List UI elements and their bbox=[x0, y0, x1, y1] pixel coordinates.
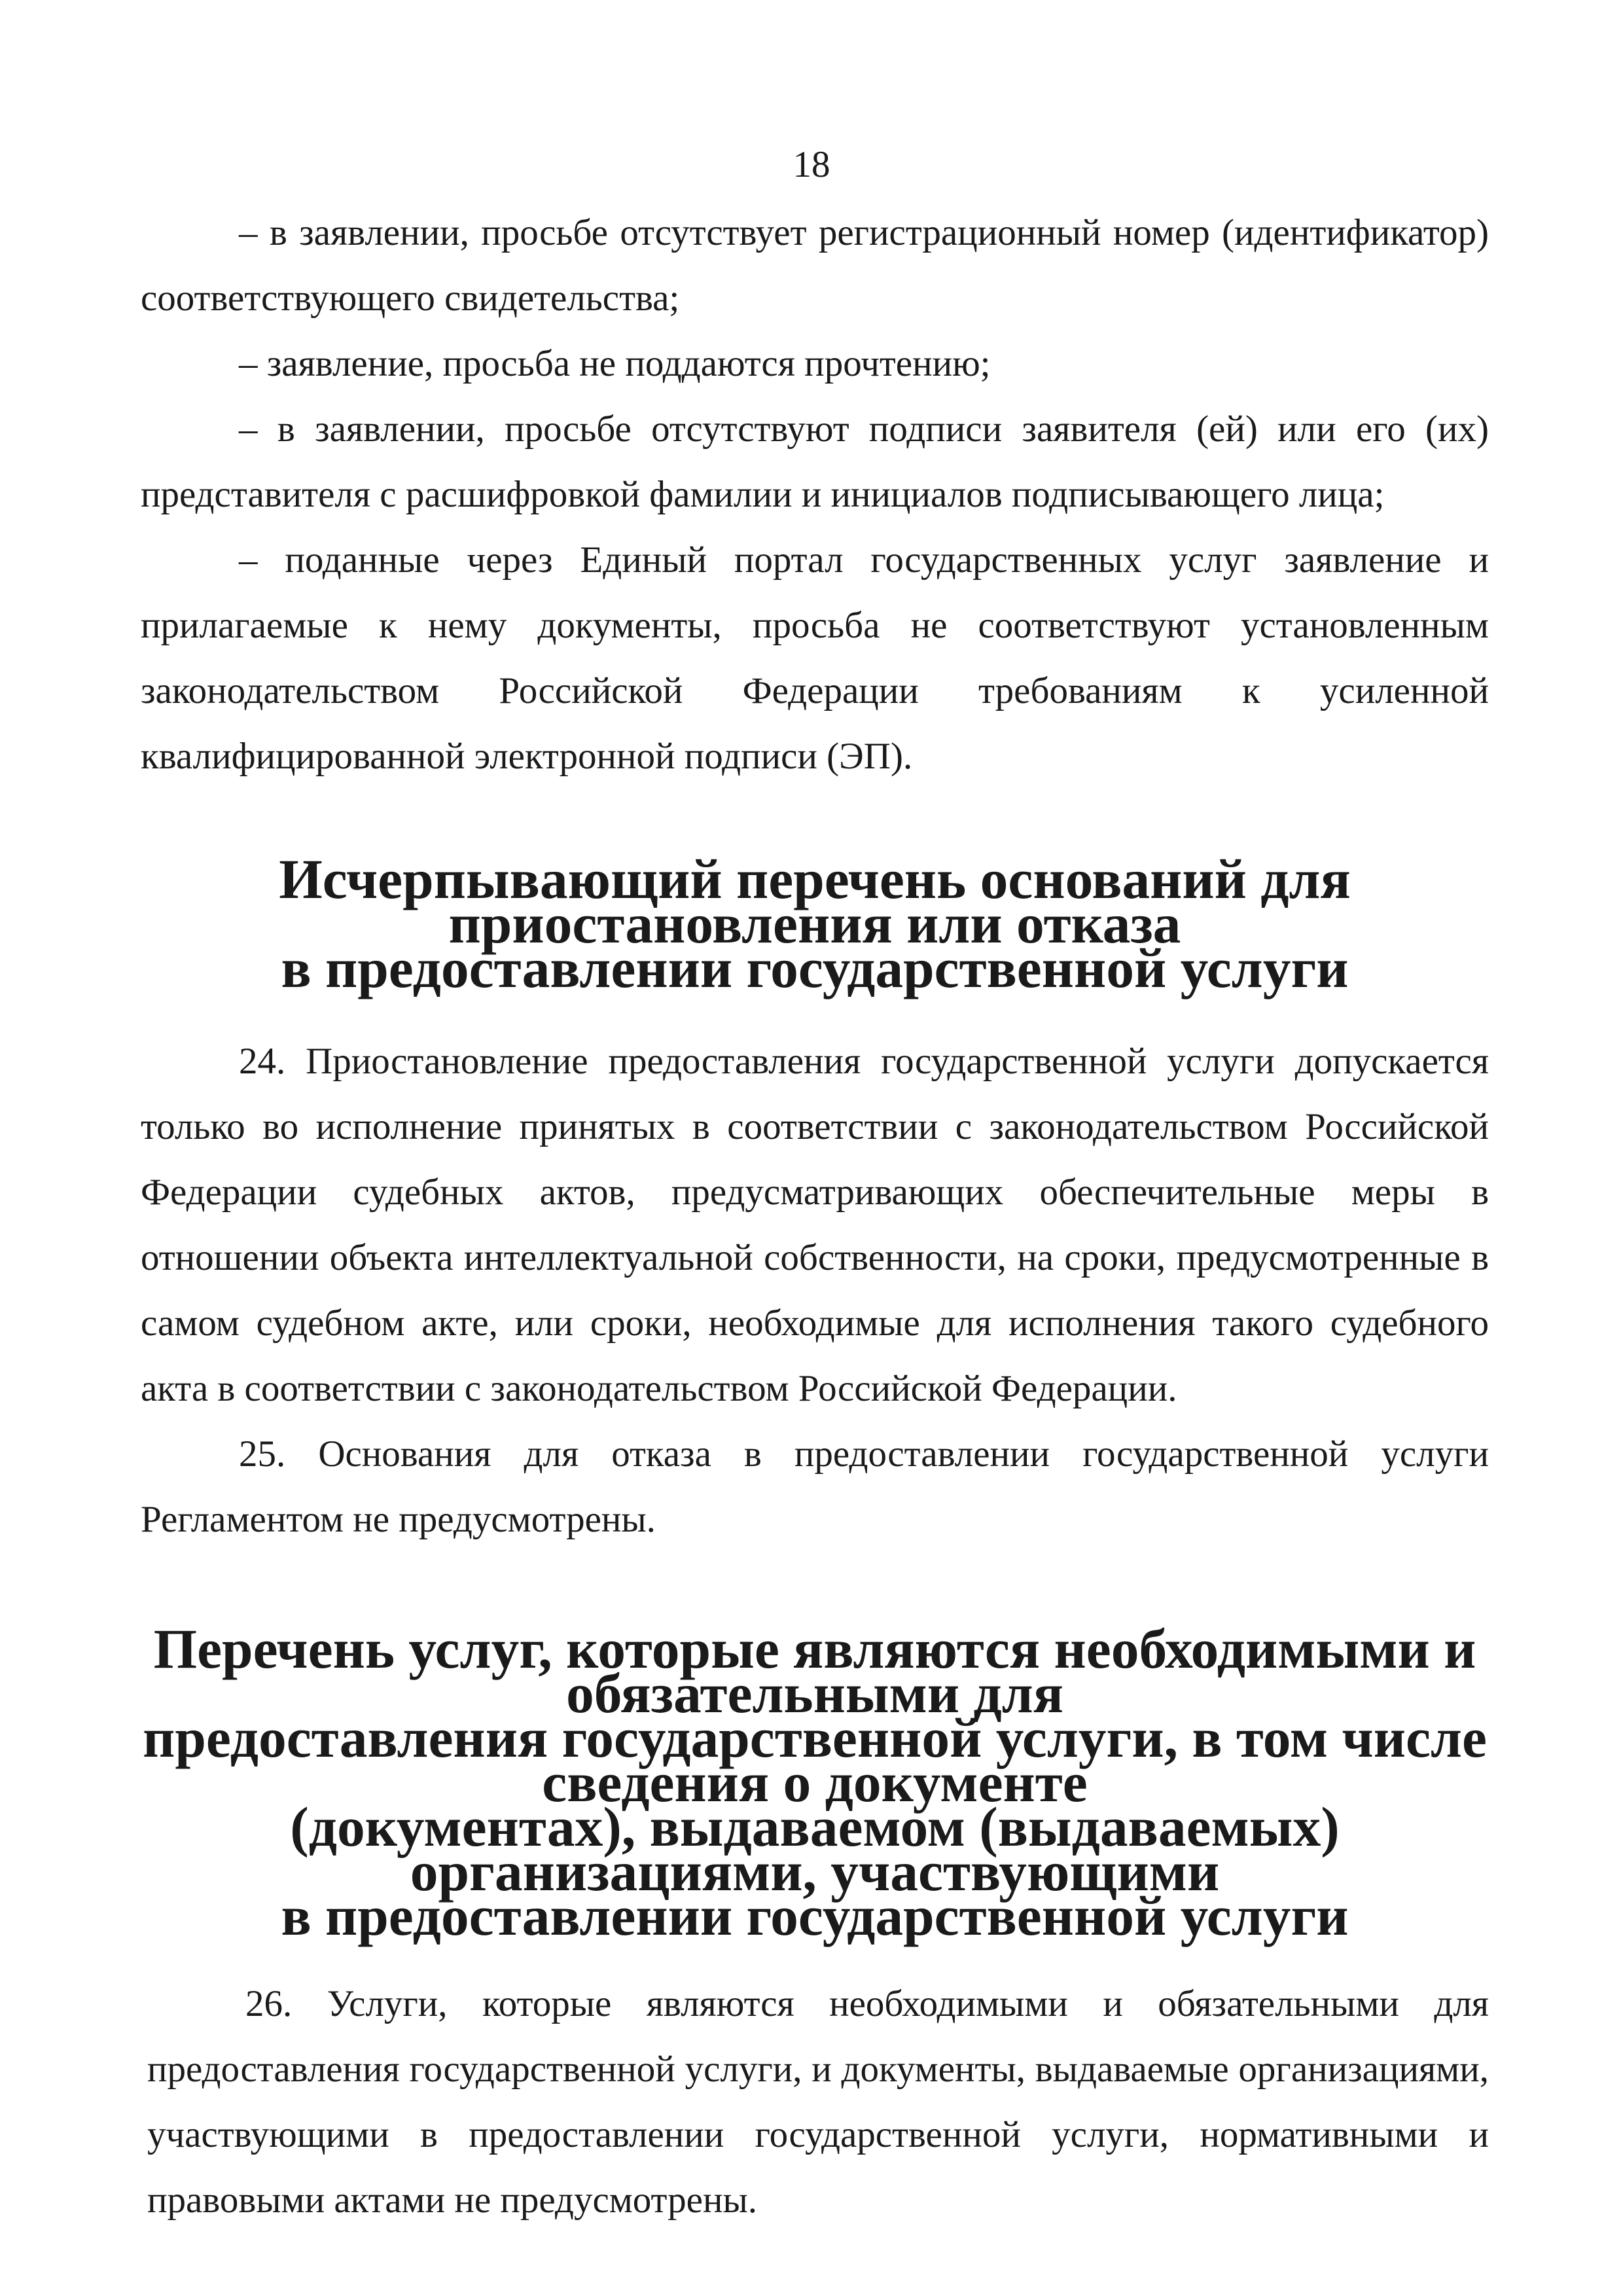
paragraph-24-suspension: 24. Приостановление предоставления государственной услуги допускается только во исполнение принятых в соответствии с законодательством Российской Федерации судебных актов, предусматривающих обеспечительные меры в отношении объекта интеллектуальной собственности, на сроки, предусмотренные в самом судебном акте, или сроки, необходимые для исполнения такого судебного акта в соответствии с законодательством Российской Федерации. bbox=[141, 1041, 1489, 1409]
heading-line: (документах), выдаваемом (выдаваемых) организациями, участвующими bbox=[290, 1797, 1340, 1903]
section-heading-necessary-services bbox=[141, 1619, 1489, 1947]
heading-line: предоставления государственной услуги, в том числе сведения о документе bbox=[143, 1708, 1487, 1814]
paragraph-unreadable-application: – заявление, просьба не поддаются прочтению; bbox=[239, 343, 991, 384]
heading-line: в предоставлении государственной услуги bbox=[281, 938, 1349, 999]
paragraph-electronic-signature: – поданные через Единый портал государственных услуг заявление и прилагаемые к нему документы, просьба не соответствуют установленным законодательством Российской Федерации требованиям к усиленной квалифицированной электронной подписи (ЭП). bbox=[141, 539, 1489, 777]
document-body bbox=[141, 200, 1489, 2233]
paragraph-26-necessary-services: 26. Услуги, которые являются необходимыми и обязательными для предоставления государственной услуги, и документы, выдаваемые организациями, участвующими в предоставлении государственной услуги, нормативными и правовыми актами не предусмотрены. bbox=[147, 1983, 1489, 2221]
paragraph-25-refusal-grounds: 25. Основания для отказа в предоставлении государственной услуги Регламентом не предусмотрены. bbox=[141, 1433, 1489, 1540]
heading-line: Исчерпывающий перечень оснований для приостановления или отказа bbox=[279, 849, 1351, 955]
heading-line: Перечень услуг, которые являются необходимыми и обязательными для bbox=[153, 1619, 1476, 1725]
section-heading-grounds-for-suspension bbox=[141, 849, 1489, 999]
page-number: 18 bbox=[793, 144, 830, 185]
paragraph-missing-signatures: – в заявлении, просьбе отсутствуют подписи заявителя (ей) или его (их) представителя с расшифровкой фамилии и инициалов подписывающего лица; bbox=[141, 408, 1489, 515]
heading-line: в предоставлении государственной услуги bbox=[281, 1886, 1349, 1947]
paragraph-missing-registration-number: – в заявлении, просьбе отсутствует регистрационный номер (идентификатор) соответствующего свидетельства; bbox=[141, 212, 1489, 319]
